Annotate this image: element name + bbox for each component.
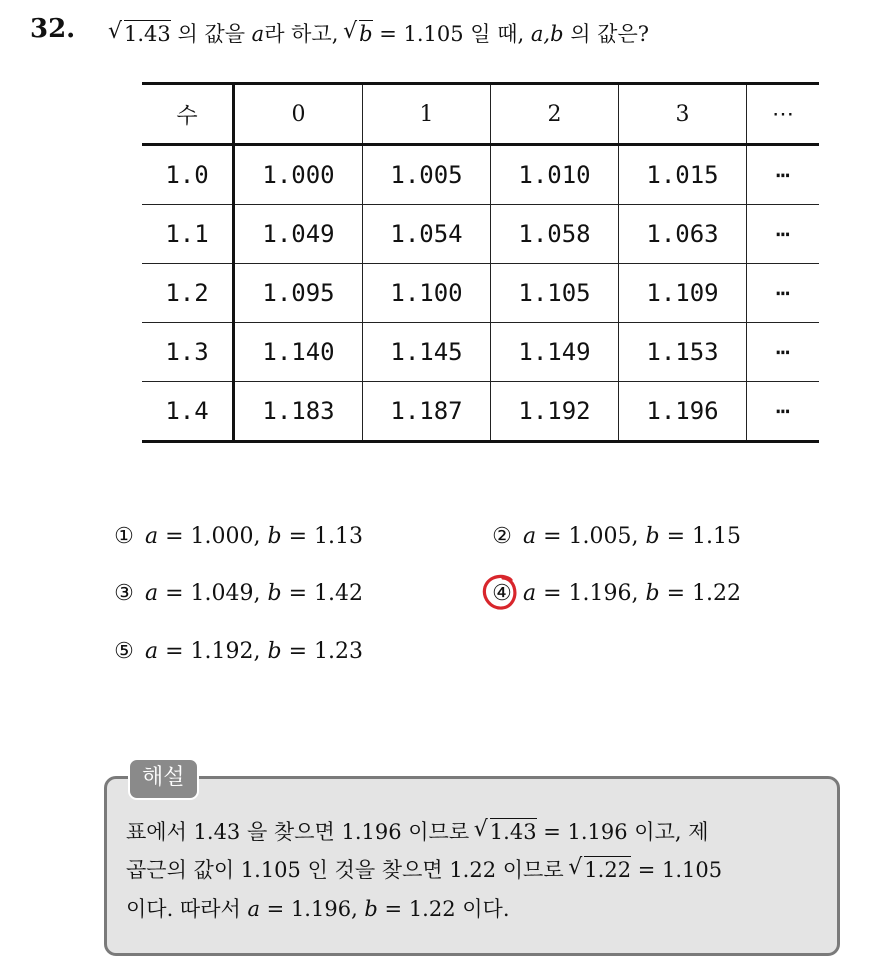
table-header: 1 — [363, 84, 491, 145]
table-cell: 1.187 — [363, 382, 491, 442]
table-cell: 1.0 — [142, 145, 234, 205]
solution-line-3: 이다. 따라서 a = 1.196, b = 1.22 이다. — [126, 897, 510, 921]
table-cell: ⋯ — [747, 145, 820, 205]
table-cell: 1.109 — [619, 264, 747, 323]
table-cell: 1.3 — [142, 323, 234, 382]
table-header: 0 — [234, 84, 363, 145]
table-cell: 1.010 — [491, 145, 619, 205]
sqrt-1-43: √ 1.43 — [476, 820, 537, 844]
table-cell: 1.049 — [234, 205, 363, 264]
choice-number: ④ — [492, 581, 512, 606]
table-cell: 1.054 — [363, 205, 491, 264]
question-number: 32. — [30, 14, 76, 44]
table-cell: 1.015 — [619, 145, 747, 205]
table-row — [142, 382, 819, 442]
choice-number: ③ — [114, 581, 134, 606]
choice-2[interactable]: ② a = 1.005, b = 1.15 — [488, 524, 741, 549]
choice-number: ② — [492, 524, 512, 549]
table-cell: 1.105 — [491, 264, 619, 323]
table-header-row — [142, 84, 819, 145]
choice-number: ⑤ — [114, 639, 134, 664]
table-cell: ⋯ — [747, 264, 820, 323]
choice-4[interactable]: ④ a = 1.196, b = 1.22 — [488, 581, 741, 606]
table-cell: 1.2 — [142, 264, 234, 323]
table-cell: 1.153 — [619, 323, 747, 382]
table-header: 3 — [619, 84, 747, 145]
table-cell: 1.063 — [619, 205, 747, 264]
solution-label: 해설 — [128, 758, 199, 800]
table-cell: 1.1 — [142, 205, 234, 264]
choice-5[interactable]: ⑤ a = 1.192, b = 1.23 — [110, 639, 363, 664]
sqrt-1-22: √ 1.22 — [570, 858, 631, 882]
table-cell: 1.000 — [234, 145, 363, 205]
table-cell: 1.192 — [491, 382, 619, 442]
table-row — [142, 205, 819, 264]
table-header: ⋯ — [747, 84, 820, 145]
choice-3[interactable]: ③ a = 1.049, b = 1.42 — [110, 581, 363, 606]
table-cell: 1.149 — [491, 323, 619, 382]
table-cell: 1.4 — [142, 382, 234, 442]
square-root-table — [142, 82, 819, 443]
table-row — [142, 323, 819, 382]
table-cell: 1.058 — [491, 205, 619, 264]
solution-line-1: 표에서 1.43 을 찾으면 1.196 이므로 √ 1.43 = 1.196 이고, 제 — [126, 816, 709, 846]
choice-number: ① — [114, 524, 134, 549]
solution-line-2: 곱근의 값이 1.105 인 것을 찾으면 1.22 이므로 √ 1.22 = 1.105 — [126, 854, 722, 884]
table-cell: 1.145 — [363, 323, 491, 382]
table-cell: 1.140 — [234, 323, 363, 382]
table-cell: ⋯ — [747, 323, 820, 382]
table-cell: 1.100 — [363, 264, 491, 323]
table-cell: 1.005 — [363, 145, 491, 205]
table-header: 2 — [491, 84, 619, 145]
table-row — [142, 145, 819, 205]
choice-1[interactable]: ① a = 1.000, b = 1.13 — [110, 524, 363, 549]
table-cell: ⋯ — [747, 382, 820, 442]
table-row — [142, 264, 819, 323]
question-stem: √ 1.43 의 값을 a라 하고, √ b = 1.105 일 때, a,b 의 값은? — [110, 18, 649, 48]
table-cell: 1.196 — [619, 382, 747, 442]
table-header: 수 — [142, 84, 234, 145]
table-cell: ⋯ — [747, 205, 820, 264]
table-cell: 1.095 — [234, 264, 363, 323]
table-cell: 1.183 — [234, 382, 363, 442]
sqrt-1-43: √ 1.43 — [110, 22, 171, 46]
sqrt-b: √ b — [345, 22, 372, 46]
answer-circle-icon — [481, 572, 519, 612]
